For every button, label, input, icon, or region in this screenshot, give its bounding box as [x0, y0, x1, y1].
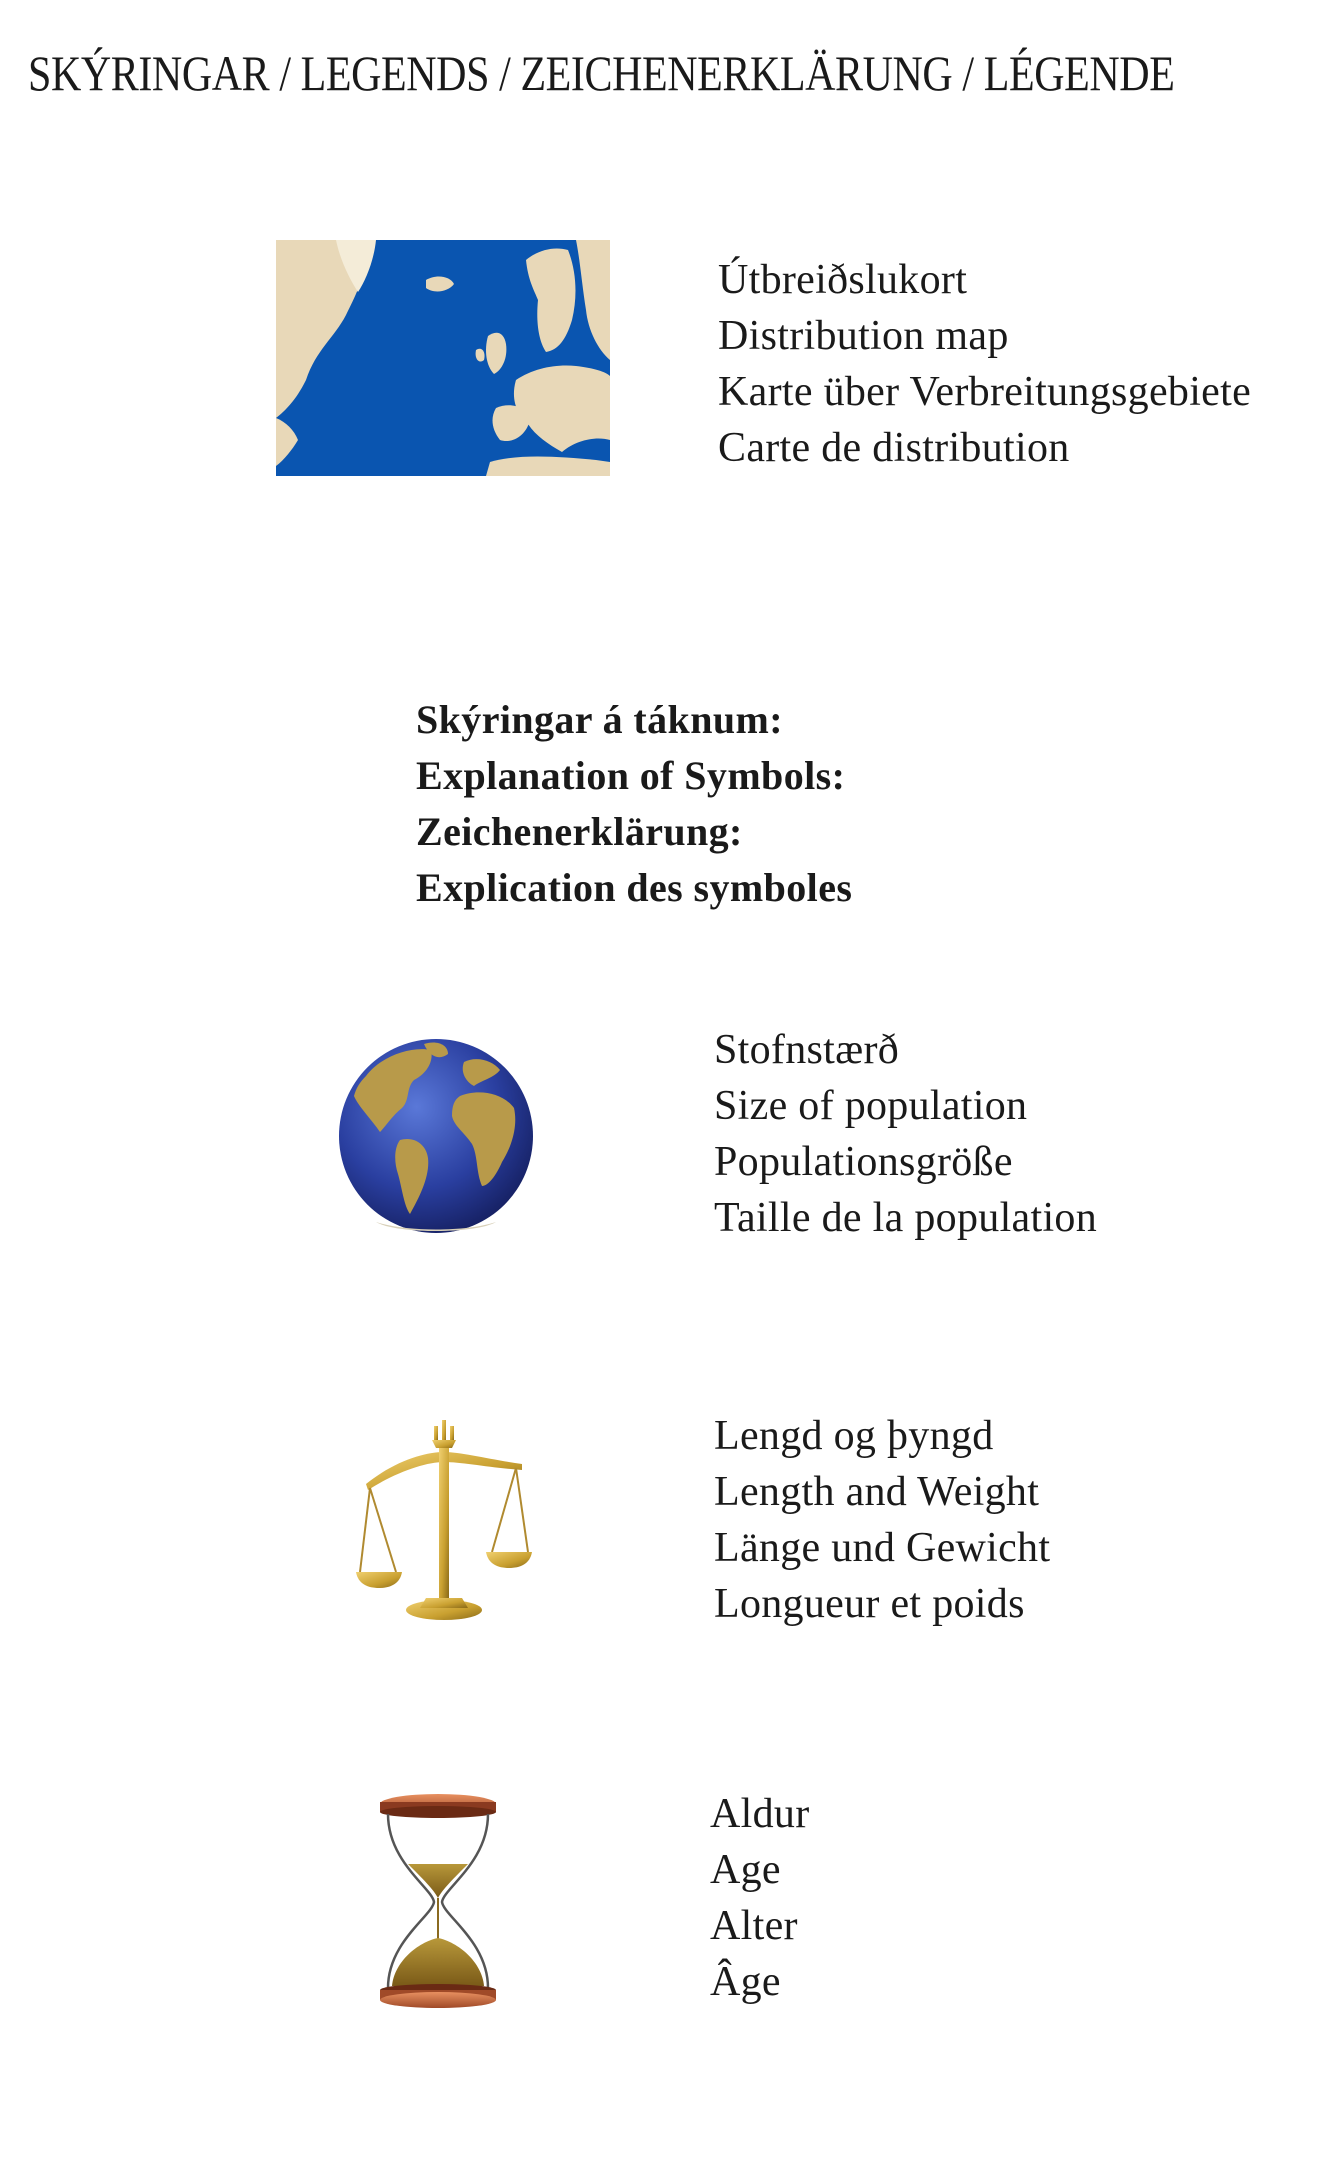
length-weight-line-fr: Longueur et poids	[714, 1581, 1025, 1627]
length-weight-line-de: Länge und Gewicht	[714, 1525, 1051, 1571]
distribution-line-fr: Carte de distribution	[718, 425, 1070, 471]
length-weight-line-en: Length and Weight	[714, 1469, 1040, 1515]
symbols-heading-fr: Explication des symboles	[416, 865, 853, 910]
length-weight-line-is: Lengd og þyngd	[714, 1413, 994, 1459]
distribution-line-en: Distribution map	[718, 313, 1009, 359]
age-line-fr: Âge	[710, 1959, 781, 2005]
distribution-line-de: Karte über Verbreitungsgebiete	[718, 369, 1252, 415]
age-line-en: Age	[710, 1847, 781, 1893]
hourglass-icon	[378, 1792, 498, 2010]
age-line-is: Aldur	[710, 1791, 810, 1837]
population-line-fr: Taille de la population	[714, 1195, 1098, 1241]
age-line-de: Alter	[710, 1903, 798, 1949]
distribution-line-is: Útbreiðslukort	[718, 257, 968, 303]
symbols-heading-en: Explanation of Symbols:	[416, 753, 846, 798]
globe-icon	[336, 1036, 536, 1236]
symbols-heading-is: Skýringar á táknum:	[416, 697, 783, 742]
scales-icon	[356, 1416, 532, 1626]
page-title: SKÝRINGAR / LEGENDS / ZEICHENERKLÄRUNG / LÉGENDE	[28, 45, 1175, 101]
symbols-heading-de: Zeichenerklärung:	[416, 809, 743, 854]
population-line-de: Populationsgröße	[714, 1139, 1013, 1185]
distribution-map-icon	[276, 240, 610, 476]
population-line-is: Stofnstærð	[714, 1027, 900, 1073]
symbols-heading	[416, 692, 852, 916]
population-line-en: Size of population	[714, 1083, 1028, 1129]
